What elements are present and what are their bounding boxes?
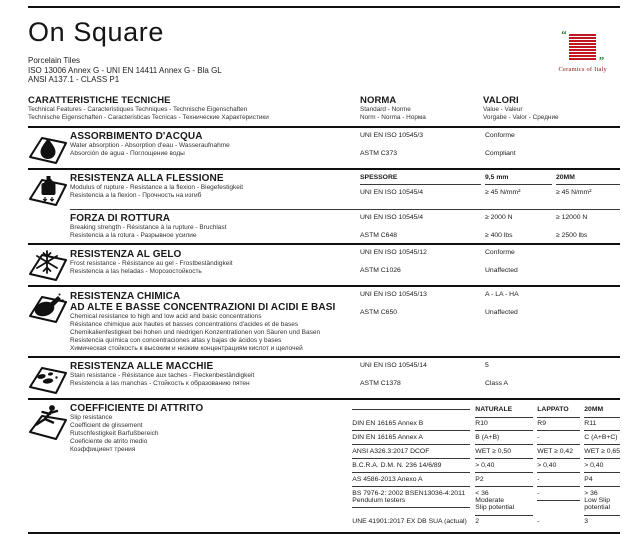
column-features-title: CARATTERISTICHE TECNICHE	[28, 94, 171, 106]
value-row	[360, 362, 620, 370]
section-text	[70, 128, 360, 168]
section-sub: Chemikalienfestigkeit bei hohen und niedrigen Konzentrationen von Säuren und Basen	[70, 328, 321, 336]
product-type: Porcelain Tiles	[28, 56, 81, 65]
value-cell: 5	[485, 361, 489, 369]
column-valori	[483, 95, 620, 122]
section-text	[70, 400, 352, 532]
slipping-person-tile-icon	[28, 400, 70, 532]
value-cell: > 0,40	[475, 459, 533, 473]
section-sub: Frost resistance - Résistance au gel - Frostbeständigkeit	[70, 259, 233, 267]
section-breaking-strength	[28, 210, 620, 246]
column-valori-sub1: Value - Valeur	[483, 105, 523, 113]
value-cell: 3	[584, 518, 589, 526]
section-sub: Коэффициент трения	[70, 446, 136, 454]
value-row	[360, 249, 620, 257]
value-cell: > 0,40	[537, 459, 580, 473]
norma-cell: UNI EN ISO 10545/13	[360, 291, 427, 299]
value-row	[360, 150, 620, 158]
ansi-standards-line: ANSI A137.1 - CLASS P1	[28, 75, 120, 85]
thickness-95mm: 9,5 mm	[485, 174, 552, 185]
value-cell: R9	[537, 418, 580, 432]
section-title-line2: AD ALTE E BASSE CONCENTRAZIONI DI ACIDI E BASI	[70, 301, 336, 313]
column-features	[28, 95, 360, 122]
section-title: RESISTENZA CHIMICA	[70, 290, 181, 302]
norma-cell: UNI EN ISO 10545/4	[360, 188, 424, 196]
value-cell: ≥ 400 lbs	[485, 231, 513, 239]
value-cell: -	[537, 487, 580, 501]
value-cell: WET ≥ 0,42	[537, 445, 580, 459]
section-water-absorption	[28, 128, 620, 170]
table-row	[352, 516, 620, 529]
norma-cell: UNI EN ISO 10545/4	[360, 213, 424, 221]
norma-cell: ASTM C1378	[360, 379, 401, 387]
value-cell: C (A+B+C)	[584, 431, 620, 445]
value-cell: -	[537, 518, 540, 526]
column-valori-title: VALORI	[483, 94, 519, 106]
value-cell: ≥ 2000 N	[485, 213, 513, 221]
section-sub: Resistencia a las manchas - Стойкость к образованию пятен	[70, 380, 250, 388]
section-values	[360, 245, 620, 285]
masthead-left	[28, 8, 222, 85]
value-cell: B (A+B)	[475, 431, 533, 445]
section-sub: Resistencia a la rotura - Разрывное усилие	[70, 232, 197, 240]
section-text	[70, 170, 360, 210]
value-cell: Compliant	[485, 149, 516, 157]
value-cell: ≥ 2500 lbs	[556, 231, 588, 239]
section-title: COEFFICIENTE DI ATTRITO	[70, 403, 204, 415]
value-cell: R11	[584, 418, 620, 432]
value-cell: ≥ 45 N/mm²	[556, 188, 592, 196]
value-cell: R10	[475, 418, 533, 432]
snowflake-tile-icon	[28, 245, 70, 285]
value-row	[360, 214, 620, 222]
column-features-sub1: Technical Features - Caracteristiques Techniques - Technische Eigenschaften	[28, 105, 248, 113]
section-title: RESISTENZA ALLA FLESSIONE	[70, 173, 224, 185]
table-row	[352, 473, 620, 487]
value-row	[360, 132, 620, 140]
norma-cell: DIN EN 16165 Annex A	[352, 431, 470, 445]
section-sub: Chemical resistance to high and low acid and basic concentrations	[70, 312, 262, 320]
value-row	[360, 309, 620, 317]
table-row	[352, 487, 620, 516]
section-sub: Stain resistance - Résistance aux taches - Fleckenbeständigkeit	[70, 372, 255, 380]
table-row	[352, 459, 620, 473]
section-values	[360, 210, 620, 244]
value-cell: 2	[475, 518, 480, 526]
value-cell: > 36 Low Slip potential	[584, 487, 620, 516]
masthead	[28, 8, 620, 85]
value-cell: WET ≥ 0,50	[475, 445, 533, 459]
section-title: FORZA DI ROTTURA	[70, 213, 171, 225]
section-sub: Slip resistance	[70, 414, 113, 422]
norma-cell: AS 4586-2013 Anexo A	[352, 473, 470, 487]
value-cell: Conforme	[485, 249, 515, 257]
value-cell: Unaffected	[485, 309, 518, 317]
section-slip-resistance	[28, 400, 620, 534]
table-row	[352, 418, 620, 432]
section-sub: Resistencia a las heladas - Морозостойкость	[70, 267, 202, 275]
iso-standards-line: ISO 13006 Annex G - UNI EN 14411 Annex G - Bla GL	[28, 65, 222, 75]
value-row	[360, 189, 620, 197]
norma-cell: UNI EN ISO 10545/14	[360, 361, 427, 369]
stain-spots-tile-icon	[28, 358, 70, 398]
finish-lappato-header: LAPPATO	[537, 404, 580, 418]
finish-header-row	[352, 404, 620, 418]
section-sub: Coefficient de glissement	[70, 422, 143, 430]
norma-cell: ANSI A326.3:2017 DCOF	[352, 445, 470, 459]
finish-header-spacer	[352, 404, 470, 411]
section-sub: Water absorption - Absorption d'eau - Wasseraufnahme	[70, 142, 230, 150]
section-text	[70, 358, 360, 398]
value-row	[360, 291, 620, 299]
value-cell: ≥ 12000 N	[556, 213, 588, 221]
section-sub: Coeficiente de atrito medio	[70, 438, 148, 446]
section-values	[360, 358, 620, 398]
value-row	[360, 380, 620, 388]
water-drop-tile-icon	[28, 128, 70, 168]
section-sub: Breaking strength - Résistance à la rupture - Bruchlast	[70, 224, 227, 232]
document-body	[28, 6, 620, 534]
norma-cell: B.C.R.A. D.M. N. 236 14/6/89	[352, 459, 470, 473]
page-title: On Square	[28, 17, 164, 47]
value-cell: P4	[584, 473, 620, 487]
section-sub: Химическая стойкость к высоким и низким концентрациям кислот и щелочей	[70, 344, 303, 352]
value-cell: ≥ 45 N/mm²	[485, 188, 521, 196]
finish-naturale-header: NATURALE	[475, 404, 533, 418]
value-cell: > 0,40	[584, 459, 620, 473]
table-row	[352, 431, 620, 445]
section-title: ASSORBIMENTO D'ACQUA	[70, 131, 203, 143]
section-sub: Resistencia química con concentraciones altas y bajas de ácidos y bases	[70, 336, 282, 344]
section-sub: Résistance chimique aux hautes et basses concentrations d'acides et de bases	[70, 320, 299, 328]
column-features-sub2: Technische Eigenschaften - Caracteristicas Tecnicas - Технические Характеристики	[28, 113, 269, 121]
column-norma-sub1: Standard - Norme	[360, 105, 411, 113]
section-values	[360, 128, 620, 168]
thickness-label: SPESSORE	[360, 174, 481, 185]
quote-close-icon: ”	[598, 55, 605, 67]
value-cell: < 36 Moderate Slip potential	[475, 487, 533, 516]
logo-caption: Ceramics of Italy	[558, 66, 607, 73]
section-text	[70, 210, 360, 244]
norma-cell: BS 7976-2: 2002 BSEN13036-4:2011 Pendulum testers	[352, 487, 470, 508]
norma-cell: UNE 41901:2017 EX DB SUA (actual)	[352, 518, 467, 526]
ceramics-of-italy-logo	[558, 29, 607, 73]
norma-cell: ASTM C648	[360, 231, 398, 239]
slip-values-table	[352, 400, 620, 532]
finish-20mm-header: 20MM	[584, 404, 620, 418]
column-norma	[360, 95, 483, 122]
table-row	[352, 445, 620, 459]
value-row	[360, 267, 620, 275]
section-title: RESISTENZA AL GELO	[70, 248, 182, 260]
logo-artwork	[561, 29, 605, 67]
norma-cell: ASTM C373	[360, 149, 398, 157]
column-norma-title: NORMA	[360, 94, 397, 106]
quote-open-icon: “	[561, 29, 567, 41]
section-frost-resistance	[28, 245, 620, 287]
section-text	[70, 287, 360, 356]
section-sub: Absorción de agua - Поглощение воды	[70, 150, 185, 158]
flexural-load-tile-icon	[28, 170, 70, 210]
value-cell: Unaffected	[485, 267, 518, 275]
norma-cell: ASTM C1026	[360, 267, 401, 275]
section-sub: Modulus of rupture - Resistance a la flexion - Biegefestigkeit	[70, 184, 244, 192]
striped-square-icon	[569, 34, 596, 61]
norma-cell: ASTM C650	[360, 309, 398, 317]
table-column-headers	[28, 85, 620, 128]
thickness-20mm: 20MM	[556, 174, 620, 185]
section-title: RESISTENZA ALLE MACCHIE	[70, 361, 214, 373]
value-cell: -	[537, 473, 580, 487]
value-cell: Conforme	[485, 131, 515, 139]
section-sub: Resistencia a la flexion - Прочность на изгиб	[70, 192, 202, 200]
norma-cell: UNI EN ISO 10545/12	[360, 249, 427, 257]
chemical-flask-tile-icon	[28, 287, 70, 356]
norma-cell: UNI EN ISO 10545/3	[360, 131, 424, 139]
section-stain-resistance	[28, 358, 620, 400]
value-cell: P2	[475, 473, 533, 487]
norma-cell: DIN EN 16165 Annex B	[352, 418, 470, 432]
value-cell: WET ≥ 0,65	[584, 445, 620, 459]
value-cell: Class A	[485, 379, 509, 387]
column-norma-sub2: Norm - Norma - Норма	[360, 113, 426, 121]
thickness-header-row	[360, 174, 620, 185]
value-cell: -	[537, 431, 580, 445]
value-row	[360, 232, 620, 240]
column-valori-sub2: Vorgabe - Valor - Средние	[483, 113, 559, 121]
section-sub: Rutschfestigkeit Barfußbereich	[70, 430, 159, 438]
section-text	[70, 245, 360, 285]
value-cell: A - LA - HA	[485, 291, 519, 299]
section-values	[360, 170, 620, 210]
section-chemical-resistance	[28, 287, 620, 358]
section-flexural-strength	[28, 170, 620, 210]
section-values	[360, 287, 620, 356]
